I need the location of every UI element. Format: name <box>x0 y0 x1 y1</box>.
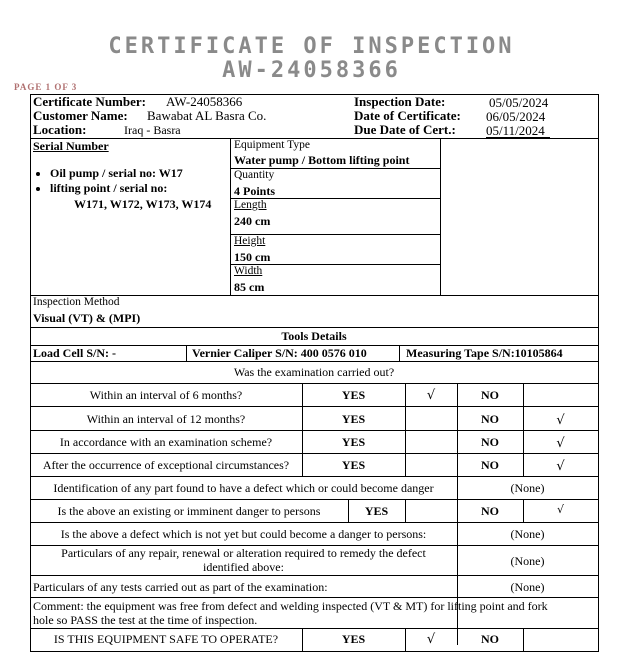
due-date-value: 05/11/2024 <box>486 123 545 138</box>
yes-check-mark: √ <box>426 632 436 647</box>
height-label: Height <box>234 235 266 247</box>
location-label: Location: <box>33 122 87 137</box>
exam-no: NO <box>481 388 499 402</box>
customer-label: Customer Name: <box>33 108 128 123</box>
not-yet-danger-label: Is the above a defect which is not yet but could become a danger to persons: <box>60 527 427 541</box>
safe-no: NO <box>481 632 499 646</box>
repair-value: (None) <box>510 554 545 568</box>
tools-header: Tools Details <box>281 329 347 343</box>
serial-item-lifting-point <box>50 181 183 196</box>
no-check-mark: √ <box>556 436 565 451</box>
certificate-code: AW-24058366 <box>222 58 401 83</box>
customer-value: Bawabat AL Basra Co. <box>147 108 267 123</box>
exam-row-label: After the occurrence of exceptional circumstances? <box>42 458 290 472</box>
row-divider <box>30 499 598 500</box>
due-date-label: Due Date of Cert.: <box>354 122 456 137</box>
row-divider <box>30 522 598 523</box>
width-label: Width <box>234 265 263 277</box>
load-cell-sn: Load Cell S/N: - <box>33 346 117 360</box>
repair-label-line1: Particulars of any repair, renewal or alteration required to remedy the defect <box>61 546 426 560</box>
row-divider <box>30 138 598 139</box>
inspection-date-value: 05/05/2024 <box>489 95 549 110</box>
page-label: PAGE 1 OF 3 <box>14 82 78 92</box>
existing-no: NO <box>481 504 499 518</box>
comment-line2: hole so PASS the test at the time of inspection. <box>33 613 258 627</box>
serial-number-header: Serial Number <box>33 139 109 153</box>
safe-yes: YES <box>341 632 366 646</box>
table-bottom-border <box>30 651 599 652</box>
identification-label: Identification of any part found to have a defect which or could become danger <box>53 481 434 495</box>
exam-yes: YES <box>341 388 366 402</box>
serial-item-oil-pump: • Oil pump / serial no: W17 <box>50 166 183 181</box>
location-value: Iraq - Basra <box>124 123 181 137</box>
row-divider <box>30 597 598 598</box>
height-value: 150 cm <box>234 250 271 264</box>
serial-item-lifting-line2: W171, W172, W173, W174 <box>74 197 212 211</box>
equipment-col-divider-right <box>440 138 441 295</box>
yes-check-mark: √ <box>426 388 436 403</box>
exam-no: NO <box>481 458 499 472</box>
row-divider <box>30 476 598 477</box>
equipment-col-divider <box>230 138 231 295</box>
existing-yes: YES <box>364 504 389 518</box>
certificate-title: CERTIFICATE OF INSPECTION <box>108 34 515 59</box>
no-check-mark: √ <box>556 413 565 428</box>
safe-question: IS THIS EQUIPMENT SAFE TO OPERATE? <box>53 632 279 646</box>
exam-row-label: Within an interval of 12 months? <box>86 412 246 426</box>
col-divider <box>523 628 524 651</box>
table-right-border <box>598 94 599 651</box>
tests-label: Particulars of any tests carried out as part of the examination: <box>33 580 328 594</box>
serial-list <box>34 166 183 196</box>
exam-yes: YES <box>341 435 366 449</box>
exam-no: NO <box>481 435 499 449</box>
comment-line1: Comment: the equipment was free from defect and welding inspected (VT & MT) for lifting point and fork <box>33 599 548 613</box>
no-check-mark: √ <box>556 459 565 474</box>
row-divider <box>30 327 598 328</box>
quantity-label: Quantity <box>234 169 275 181</box>
not-yet-danger-value: (None) <box>510 527 545 541</box>
tests-value: (None) <box>510 580 545 594</box>
repair-label-line2: identified above: <box>203 560 284 574</box>
col-divider <box>186 345 187 361</box>
inspection-method-label: Inspection Method <box>33 296 120 308</box>
inspection-method-value: Visual (VT) & (MPI) <box>33 311 141 325</box>
vernier-caliper-sn: Vernier Caliper S/N: 400 0576 010 <box>192 346 367 360</box>
length-value: 240 cm <box>234 214 271 228</box>
exam-row-label: Within an interval of 6 months? <box>89 388 243 402</box>
quantity-value: 4 Points <box>234 184 276 198</box>
equipment-type-label: Equipment Type <box>234 139 310 151</box>
measuring-tape-sn: Measuring Tape S/N:10105864 <box>406 346 563 360</box>
row-divider <box>30 406 598 407</box>
date-of-cert-label: Date of Certificate: <box>354 108 461 123</box>
exam-question: Was the examination carried out? <box>233 365 395 379</box>
row-divider <box>30 383 598 384</box>
equipment-type-value: Water pump / Bottom lifting point <box>234 153 410 167</box>
exam-no: NO <box>481 412 499 426</box>
col-divider <box>399 345 400 361</box>
serial-item-lifting-line1: lifting point / serial no: <box>50 181 168 195</box>
length-label: Length <box>234 199 267 211</box>
row-divider <box>30 453 598 454</box>
date-of-cert-value: 06/05/2024 <box>486 109 546 124</box>
no-check-mark: √ <box>556 503 564 516</box>
identification-value: (None) <box>510 481 545 495</box>
width-value: 85 cm <box>234 280 265 294</box>
row-divider <box>30 361 598 362</box>
exam-yes: YES <box>341 458 366 472</box>
exam-row-label: In accordance with an examination scheme? <box>59 435 273 449</box>
cert-number-label: Certificate Number: <box>33 94 146 109</box>
row-divider <box>30 430 598 431</box>
existing-danger-label: Is the above an existing or imminent danger to persons <box>57 504 321 518</box>
inspection-date-label: Inspection Date: <box>354 94 446 109</box>
row-divider <box>30 575 598 576</box>
cert-number-value: AW-24058366 <box>166 94 243 109</box>
exam-yes: YES <box>341 412 366 426</box>
col-divider <box>405 499 406 522</box>
row-divider <box>30 628 598 629</box>
